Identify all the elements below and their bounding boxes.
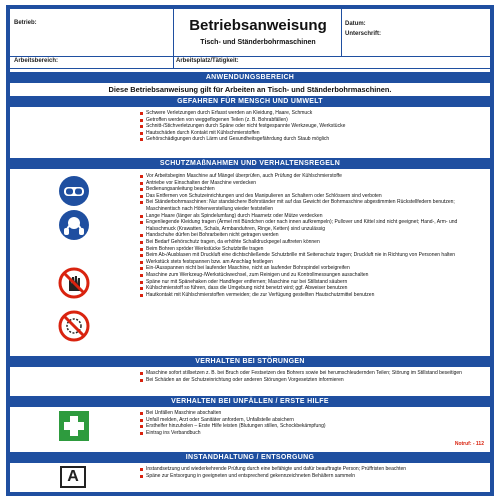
list-item: Hautschäden durch Kontakt mit Kühlschmierstoffen <box>140 130 485 137</box>
list-item: Werkstück stets festspannen bzw. am Anschlag festlegen <box>140 259 485 266</box>
list-item: Späne zur Entsorgung in geeigneten und entsprechend gekennzeichneten Behältern sammeln <box>140 473 485 480</box>
no-jewelry-icon <box>58 310 90 342</box>
page-title: Betriebsanweisung <box>189 17 327 34</box>
list-item: Antriebe vor Einschalten der Maschine verdecken <box>140 180 485 187</box>
list-item: Eintrag ins Verbandbuch <box>140 430 485 437</box>
notruf-label: Notruf: - 112 <box>454 441 484 447</box>
list-item: Bei Bedarf Gehörschutz tragen, da erhöhte Schalldruckpegel auftreten können <box>140 239 485 246</box>
unterschrift-label: Unterschrift: <box>345 31 382 37</box>
list-item: Späne nur mit Spänehaken oder Handfeger entfernen; Maschine nur bei Stillstand säubern <box>140 279 485 286</box>
list-item: Hautkontakt mit Kühlschmierstoffen vermeiden; die zur Verfügung gestellten Hautschutzmittel benutzen <box>140 292 485 299</box>
anwendungsbereich-text: Diese Betriebsanweisung gilt für Arbeiten an Tisch- und Ständerbohrmaschinen. <box>108 85 392 94</box>
section-gefahren-heading: GEFAHREN FÜR MENSCH UND UMWELT <box>10 96 490 107</box>
ear-protection-icon <box>58 209 90 241</box>
list-item: Handschuhe dürfen bei Bohrarbeiten nicht getragen werden <box>140 232 485 239</box>
section-instandhaltung-heading: INSTANDHALTUNG / ENTSORGUNG <box>10 452 490 463</box>
sheet-content <box>10 9 490 492</box>
betriebsanweisung-sheet <box>6 5 494 496</box>
list-item: Schwere Verletzungen durch Erfasst werden an Kleidung, Haare, Schmuck <box>140 110 485 117</box>
list-item: Beim Ab-/Ausblasen mit Druckluft eine dichtschließende Schutzbrille mit Seitenschutz tragen; Druckluft nie in Richtung von Personen halten <box>140 252 485 259</box>
list-item: Ersthelfer hinzuholen – Erste Hilfe leisten (Blutungen stillen, Schockbekämpfung) <box>140 423 485 430</box>
list-item: Getroffen werden von weggeflogenen Teilen (z. B. Bohrabfällen) <box>140 117 485 124</box>
no-gloves-icon <box>58 267 90 299</box>
instandhaltung-list <box>140 466 485 479</box>
goggles-icon <box>58 175 90 207</box>
list-item: Das Entfernen von Schutzeinrichtungen und des Manipulieren an Schaltern oder Schlössern sind verboten <box>140 193 485 200</box>
datum-label: Datum: <box>345 21 366 27</box>
list-item: Bei Schäden an der Schutzeinrichtung oder anderen Störungen Vorgesetzten informieren <box>140 377 485 384</box>
list-item: Beim Bohren spröder Werkstücke Schutzbrille tragen <box>140 246 485 253</box>
list-item: Vor Arbeitsbeginn Maschine auf Mängel überprüfen, auch Prüfung der Kühlschmierstoffe <box>140 173 485 180</box>
list-item: Bedienungsanleitung beachten <box>140 186 485 193</box>
list-item: Lange Haare (länger als Spindelumfang) durch Haarnetz oder Mütze verdecken <box>140 213 485 220</box>
page-subtitle: Tisch- und Ständerbohrmaschinen <box>200 39 316 46</box>
list-item: Bei Unfällen Maschine abschalten <box>140 410 485 417</box>
list-item: Schnitt-/Stichverletzungen durch Späne oder nicht festgespannte Werkzeuge, Werkstücke <box>140 123 485 130</box>
unfaelle-list <box>140 410 485 436</box>
stoerungen-list <box>140 370 485 383</box>
list-item: Bei Ständerbohrmaschinen: Nur standsichere Bohrständer mit auf das Gewicht der Bohrmaschine abgestimmten Rückstellfedern benutzen; Maschinentisch nach Höhenverstellung wieder feststellen <box>140 199 485 212</box>
first-aid-icon <box>58 410 90 442</box>
section-stoerungen-heading: VERHALTEN BEI STÖRUNGEN <box>10 356 490 367</box>
list-item: Instandsetzung und wiederkehrende Prüfung durch eine befähigte und dafür beauftragte Person; Prüffristen beachten <box>140 466 485 473</box>
arbeitsplatz-label: Arbeitsplatz/Tätigkeit: <box>176 58 239 64</box>
betrieb-label: Betrieb: <box>14 20 37 26</box>
gefahren-list <box>140 110 485 143</box>
list-item: Engenliegende Kleidung tragen (Ärmel mit Bündchen oder nach innen aufkrempeln); Pullover und Kittel sind nicht geeignet; Hand-, Arm- und Halsschmuck (Krawatten, Schals, Armbanduhren, Ringe, Ketten) sind unzulässig <box>140 219 485 232</box>
section-unfaelle-heading: VERHALTEN BEI UNFÄLLEN / ERSTE HILFE <box>10 396 490 407</box>
list-item: Maschine zum Werkzeug-/Werkstückwechsel, zum Reinigen und zu Kontrollmessungen ausschalten <box>140 272 485 279</box>
list-item: Gehörschädigungen durch Lärm und Gesundheitsgefährdung durch Staub möglich <box>140 136 485 143</box>
arbeitsbereich-label: Arbeitsbereich: <box>14 58 59 64</box>
section-anwendungsbereich-heading: ANWENDUNGSBEREICH <box>10 72 490 83</box>
disposal-letter-icon: A <box>60 466 86 488</box>
list-item: Maschine sofort stillsetzen z. B. bei Bruch oder Festsetzen des Bohrers sowie bei herumschleudernden Teilen; Störung im Stillstand beseitigen <box>140 370 485 377</box>
list-item: Kühlschmierstoff so führen, dass die Umgebung nicht benetzt wird; ggf. Abweiser benutzen <box>140 285 485 292</box>
section-schutz-heading: SCHUTZMAßNAHMEN UND VERHALTENSREGELN <box>10 158 490 169</box>
list-item: Ein-/Ausspannen nicht bei laufender Maschine, nicht an laufender Bohrspindel vorbeigreifen <box>140 265 485 272</box>
list-item: Unfall melden, Arzt oder Sanitäter anfordern, Unfallstelle absichern <box>140 417 485 424</box>
schutz-list <box>140 173 485 298</box>
